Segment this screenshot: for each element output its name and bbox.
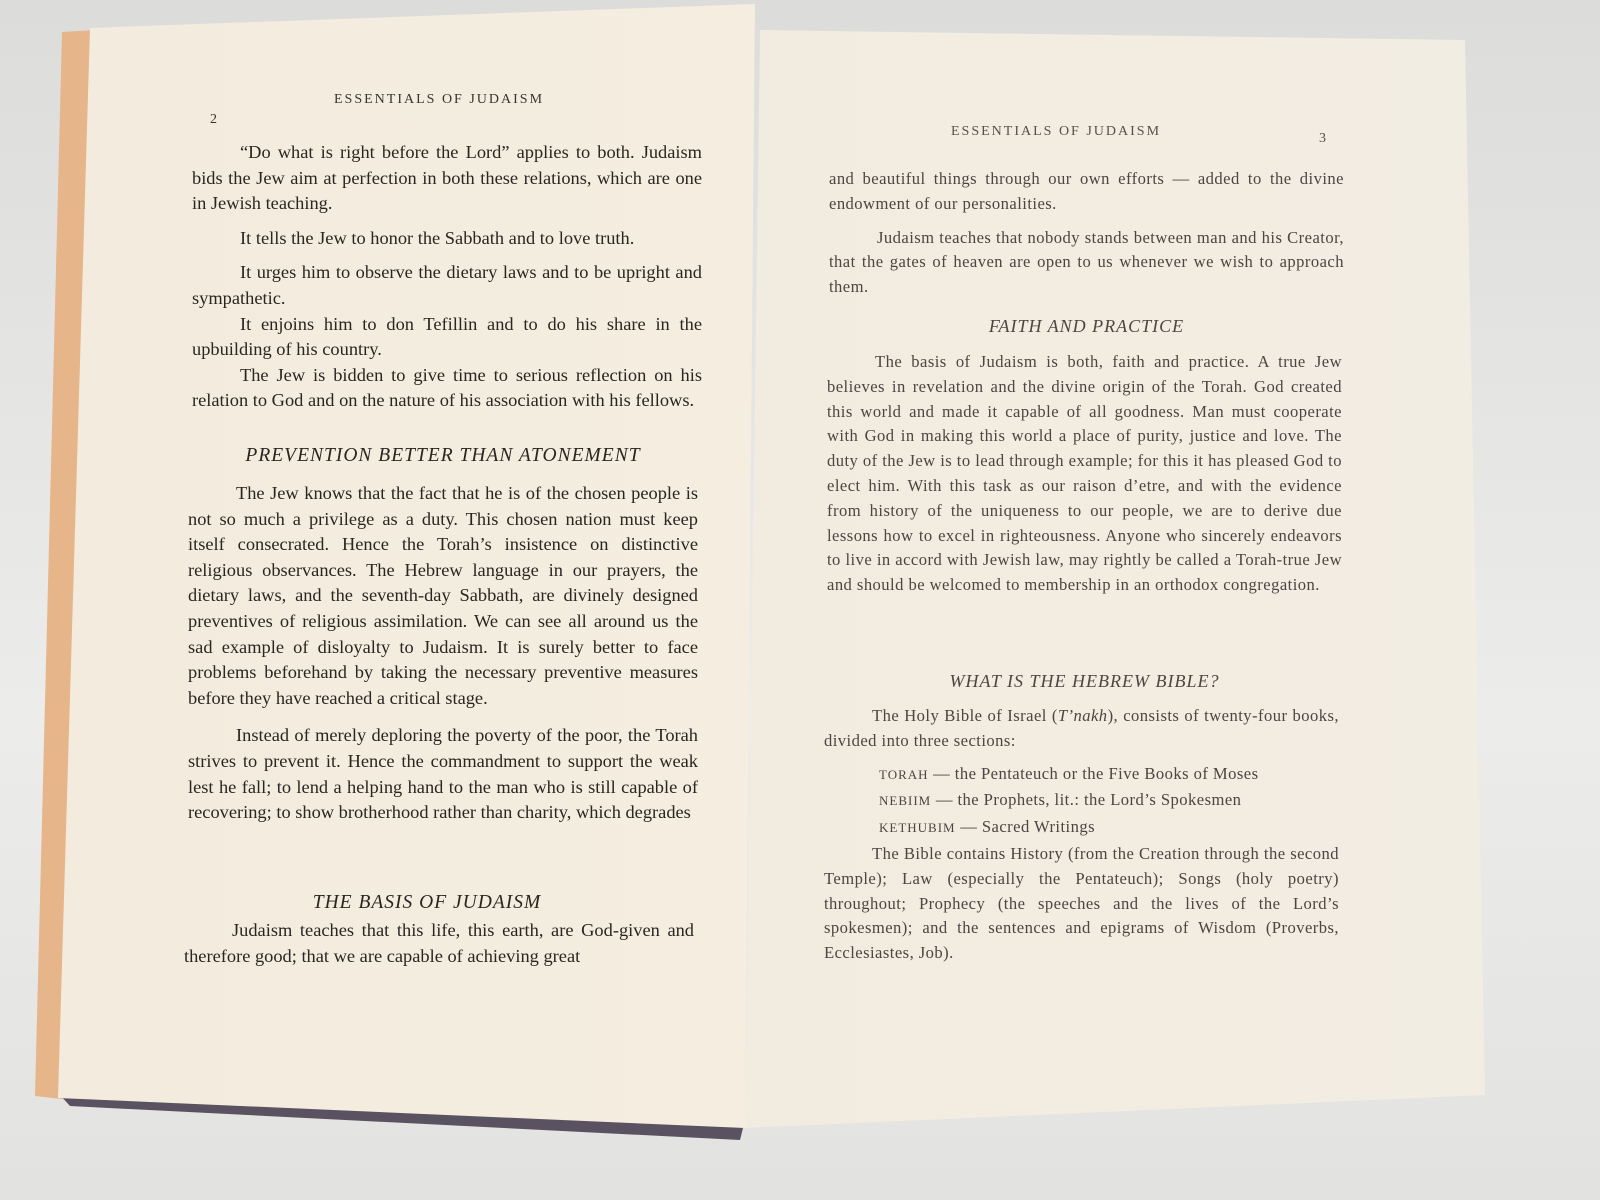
paragraph: It urges him to observe the dietary laws and to be upright and sympathetic. bbox=[192, 262, 702, 308]
section-desc: — the Prophets, lit.: the Lord’s Spokesmen bbox=[931, 790, 1242, 810]
right-intro bbox=[829, 167, 1344, 309]
section-heading: THE BASIS OF JUDAISM bbox=[312, 892, 542, 913]
paragraph: Judaism teaches that nobody stands between man and his Creator, that the gates of heaven are open to us whenever we wish to approach them. bbox=[829, 227, 1344, 297]
section-name: TORAH bbox=[879, 766, 929, 782]
paragraph: Instead of merely deploring the poverty of the poor, the Torah strives to prevent it. Hence the commandment to support the weak lest he fall; to lend a helping hand to the man who is still capable of recovering; to show brotherhood rather than charity, which degrades bbox=[188, 725, 698, 823]
paragraph: “Do what is right before the Lord” applies to both. Judaism bids the Jew aim at perfection in both these relations, which are one in Jewish teaching. bbox=[192, 142, 702, 214]
section-heading: WHAT IS THE HEBREW BIBLE? bbox=[949, 671, 1220, 691]
paragraph: It enjoins him to don Tefillin and to do his share in the upbuilding of his country. bbox=[192, 313, 702, 360]
bible-sections-list bbox=[824, 762, 1339, 841]
section-heading: PREVENTION BETTER THAN ATONEMENT bbox=[245, 445, 641, 466]
list-item bbox=[824, 762, 1339, 788]
term-tnakh: T’nakh bbox=[1057, 706, 1108, 725]
right-section-1 bbox=[827, 350, 1342, 607]
left-section-2 bbox=[184, 918, 694, 978]
section-name: KETHUBIM bbox=[879, 820, 956, 836]
section-name: NEBIIM bbox=[879, 793, 932, 809]
left-intro bbox=[192, 140, 702, 414]
section-desc: — the Pentateuch or the Five Books of Moses bbox=[928, 763, 1259, 783]
right-section-2 bbox=[824, 704, 1339, 975]
section-desc: — Sacred Writings bbox=[955, 817, 1096, 837]
left-running-head: ESSENTIALS OF JUDAISM bbox=[334, 92, 545, 107]
text: ), consists of twenty-four books, divided into three sections: bbox=[824, 706, 1339, 750]
paragraph: The Jew is bidden to give time to serious reflection on his relation to God and on the nature of his association with his fellows. bbox=[192, 364, 702, 411]
right-page-number: 3 bbox=[1319, 131, 1326, 146]
paragraph: Judaism teaches that this life, this earth, are God-given and therefore good; that we are capable of achieving great bbox=[184, 920, 694, 966]
paragraph: The Bible contains History (from the Creation through the second Temple); Law (especially the Pentateuch); Songs (holy poetry) throughout; Prophecy (the speeches and the lives of the Lord’s spokesmen); and the sentences and epigrams of Wisdom (Proverbs, Ecclesiastes, Job). bbox=[824, 843, 1339, 963]
paragraph: It tells the Jew to honor the Sabbath and to love truth. bbox=[240, 227, 635, 248]
list-item bbox=[824, 788, 1339, 814]
paragraph: and beautiful things through our own efforts — added to the divine endowment of our personalities. bbox=[829, 169, 1344, 213]
paragraph: The basis of Judaism is both, faith and practice. A true Jew believes in revelation and the divine origin of the Torah. God created this world and made it capable of all goodness. Man must cooperate with God in making this world a place of purity, justice and love. The duty of the Jew is to lead through example; for this it has pleased God to elect him. With this task as our raison d’etre, and with the evidence from history of the uniqueness to our people, we are to derive due lessons how to excel in righteousness. Anyone who sincerely endeavors to live in accord with Jewish law, may rightly be called a Torah-true Jew and should be welcomed to membership in an orthodox congregation. bbox=[827, 352, 1342, 595]
left-section-1 bbox=[188, 481, 698, 835]
paragraph: The Jew knows that the fact that he is of the chosen people is not so much a privilege as a duty. This chosen nation must keep itself consecrated. Hence the Torah’s insistence on distinctive religious observances. The Hebrew language in our prayers, the dietary laws, and the seventh-day Sabbath, are divinely designed preventives of religious assimilation. We can see all around us the sad example of disloyalty to Judaism. It is surely better to face problems beforehand by taking the necessary preventive measures before they have reached a critical stage. bbox=[188, 483, 698, 708]
paragraph bbox=[824, 704, 1339, 754]
right-running-head: ESSENTIALS OF JUDAISM bbox=[951, 124, 1162, 139]
list-item bbox=[824, 815, 1339, 841]
section-heading: FAITH AND PRACTICE bbox=[988, 316, 1185, 336]
text: The Holy Bible of Israel ( bbox=[872, 706, 1058, 725]
left-page-number: 2 bbox=[210, 112, 217, 127]
